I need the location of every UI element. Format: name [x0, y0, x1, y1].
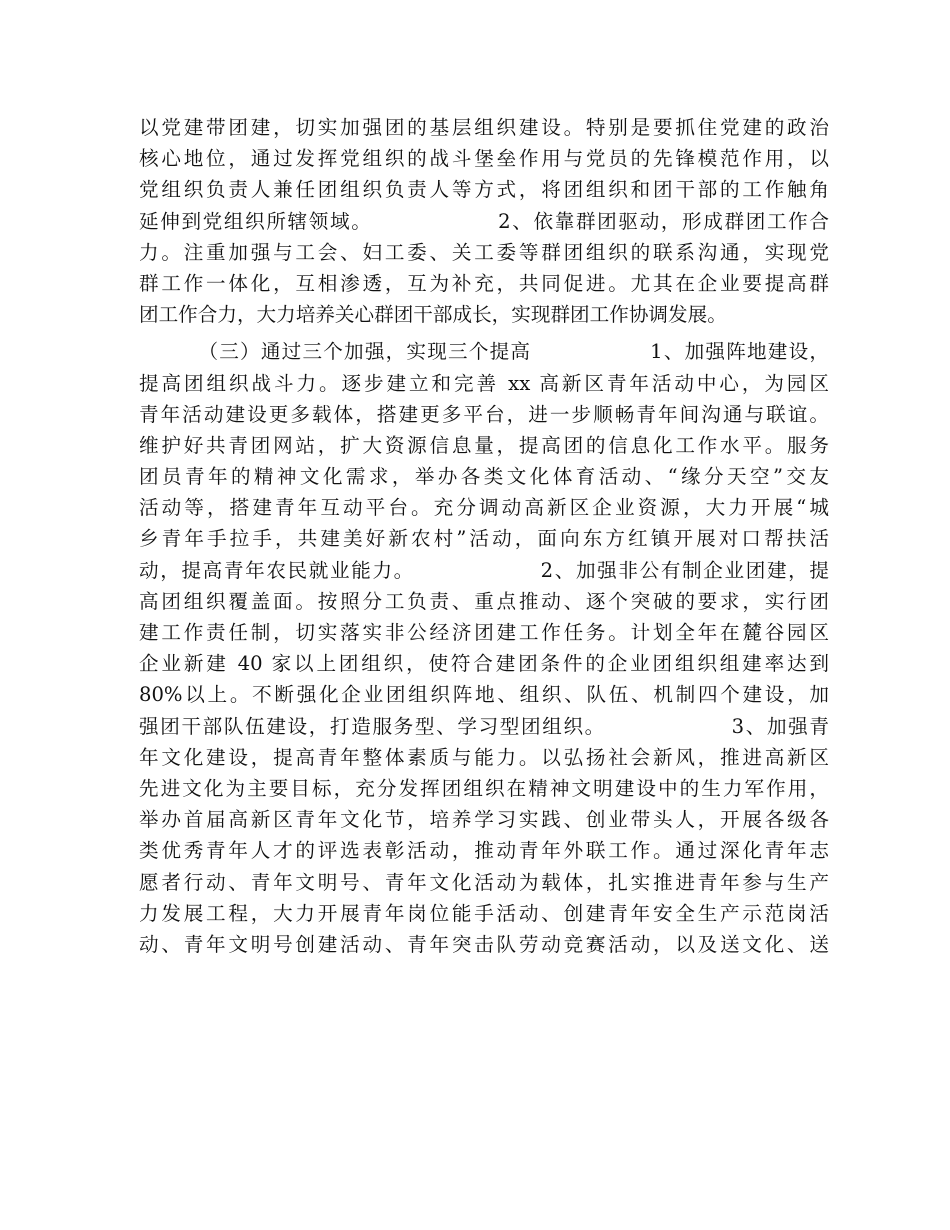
text-line: 以党建带团建，切实加强团的基层组织建设。特别是要抓住党建的政治 [139, 116, 829, 139]
text-line: 延伸到党组织所辖领域。 2、依靠群团驱动，形成群团工作合 [139, 209, 829, 233]
text-line: 活动等，搭建青年互动平台。充分调动高新区企业资源，大力开展“城 [139, 496, 829, 520]
text-line: 乡青年手拉手，共建美好新农村”活动，面向东方红镇开展对口帮扶活 [139, 527, 829, 551]
text-line: 力。注重加强与工会、妇工委、关工委等群团组织的联系沟通，实现党 [139, 240, 829, 264]
text-line: 团工作合力，大力培养关心群团干部成长，实现群团工作协调发展。 [139, 303, 727, 327]
text-line: 年文化建设，提高青年整体素质与能力。以弘扬社会新风，推进高新区 [139, 745, 829, 769]
text-line: 青年活动建设更多载体，搭建更多平台，进一步顺畅青年间沟通与联谊。 [139, 402, 829, 426]
text-line: 核心地位，通过发挥党组织的战斗堡垒作用与党员的先锋模范作用，以 [139, 147, 829, 171]
text-line: 动、青年文明号创建活动、青年突击队劳动竞赛活动，以及送文化、送 [139, 932, 829, 956]
text-line: 动，提高青年农民就业能力。 2、加强非公有制企业团建，提 [139, 558, 829, 582]
text-line: 团员青年的精神文化需求，举办各类文化体育活动、“缘分天空”交友 [139, 465, 829, 489]
text-line: 力发展工程，大力开展青年岗位能手活动、创建青年安全生产示范岗活 [139, 901, 829, 925]
text-line: 80%以上。不断强化企业团组织阵地、组织、队伍、机制四个建设，加 [139, 683, 829, 707]
text-line: 愿者行动、青年文明号、青年文化活动为载体，扎实推进青年参与生产 [139, 870, 829, 894]
text-line: 党组织负责人兼任团组织负责人等方式，将团组织和团干部的工作触角 [139, 178, 829, 202]
text-line: 高团组织覆盖面。按照分工负责、重点推动、逐个突破的要求，实行团 [139, 589, 829, 613]
text-line: 维护好共青团网站，扩大资源信息量，提高团的信息化工作水平。服务 [139, 433, 829, 457]
text-line: 强团干部队伍建设，打造服务型、学习型团组织。 3、加强青 [139, 714, 829, 738]
text-line: （三）通过三个加强，实现三个提高 1、加强阵地建设， [139, 340, 829, 364]
text-line: 企业新建 40 家以上团组织，使符合建团条件的企业团组织组建率达到 [139, 652, 829, 676]
text-line: 类优秀青年人才的评选表彰活动，推动青年外联工作。通过深化青年志 [139, 839, 829, 863]
text-line: 先进文化为主要目标，充分发挥团组织在精神文明建设中的生力军作用， [139, 776, 829, 800]
text-line: 建工作责任制，切实落实非公经济团建工作任务。计划全年在麓谷园区 [139, 621, 829, 644]
text-line: 群工作一体化，互相渗透，互为补充，共同促进。尤其在企业要提高群 [139, 271, 829, 295]
text-line: 举办首届高新区青年文化节，培养学习实践、创业带头人，开展各级各 [139, 808, 829, 832]
body-text [139, 112, 829, 960]
text-line: 提高团组织战斗力。逐步建立和完善 xx 高新区青年活动中心，为园区 [139, 371, 829, 395]
